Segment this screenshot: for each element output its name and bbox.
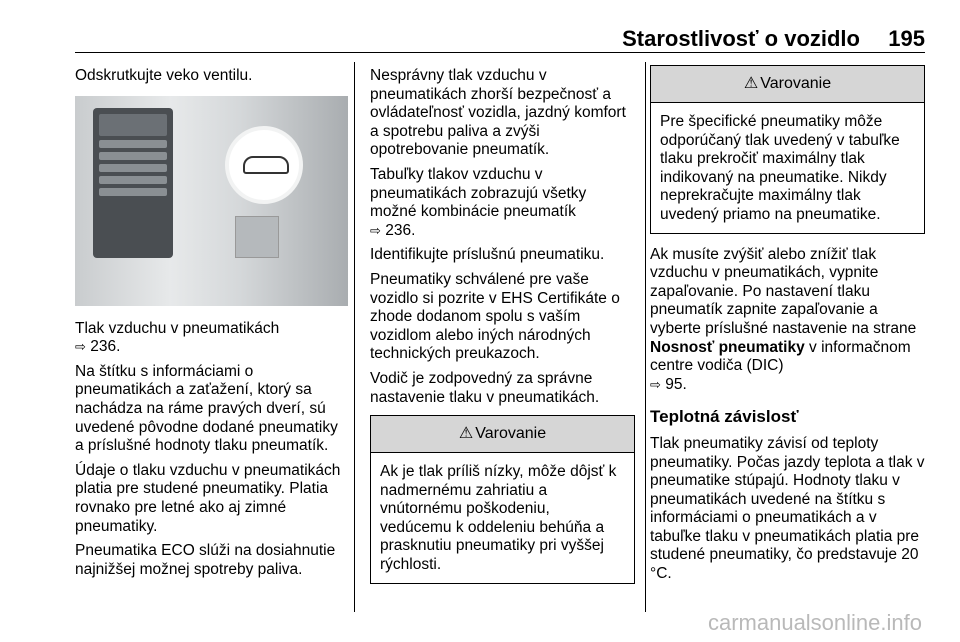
page-reference-link[interactable]: 95.: [665, 375, 687, 393]
column-middle: [370, 67, 635, 592]
page-reference-link[interactable]: 236.: [385, 221, 416, 239]
column-divider: [354, 62, 355, 612]
reference-arrow-icon: ⇨: [650, 376, 661, 392]
warning-text: Pre špecifické pneumatiky môže odporúčaný tlak uvedený v tabuľke tlaku prekročiť maximálny tlak indikovaný na pneumatike. Nikdy neprekračujte maximálny tlak uvedený priamo na pneumatike.: [660, 113, 900, 223]
paragraph-intro: Odskrutkujte veko ventilu.: [75, 67, 253, 84]
watermark: carmanualsonline.info: [707, 610, 922, 635]
column-right: [650, 67, 925, 590]
reference-arrow-icon: ⇨: [75, 339, 86, 355]
warning-text: Ak je tlak príliš nízky, môže dôjsť k nadmernému zahriatiu a vnútornému poškodeniu, vedúcemu k oddeleniu behúňa a prasknutiu pneumatiky pri vyššej rýchlosti.: [380, 463, 617, 574]
page-reference-link[interactable]: 236.: [90, 338, 121, 356]
reference-arrow-icon: ⇨: [370, 222, 381, 238]
warning-box: [650, 65, 925, 234]
figure-caption: Tlak vzduchu v pneumatikách ⇨ 236.: [75, 319, 280, 356]
warning-header: ⚠ Varovanie: [651, 66, 924, 103]
paragraph: Ak musíte zvýšiť alebo znížiť tlak vzduchu v pneumatikách, vypnite zapaľovanie. Po nastavení tlaku pneumatík zapnite zapaľovanie a vyberte príslušné nastavenie na strane Nosnosť pneumatiky v informačnom centre vodiča (DIC) ⇨ 95.: [650, 245, 917, 393]
column-left: [75, 67, 350, 585]
menu-item-reference: Nosnosť pneumatiky: [650, 338, 805, 356]
paragraph: Tlak pneumatiky závisí od teploty pneumatiky. Počas jazdy teplota a tlak v pneumatike stúpajú. Hodnoty tlaku v pneumatikách uvedené na štítku s informáciami o pneumatikách a v tabuľke tlaku v pneumatikách platia pre studené pneumatiky, čo predstavuje 20 °C.: [650, 434, 925, 583]
warning-header: ⚠ Varovanie: [371, 416, 634, 453]
paragraph: Vodič je zodpovedný za správne nastavenie tlaku v pneumatikách.: [370, 369, 600, 406]
paragraph: Pneumatiky schválené pre vaše vozidlo si pozrite v EHS Certifikáte o zhode dodanom spolu s vaším vozidlom alebo iných národných technických preukazoch.: [370, 270, 620, 363]
paragraph: Nesprávny tlak vzduchu v pneumatikách zhorší bezpečnosť a ovládateľnosť vozidla, jazdný komfort a spotrebu paliva a zvýši opotrebovanie pneumatík.: [370, 67, 626, 159]
column-divider: [645, 62, 646, 612]
warning-triangle-icon: ⚠: [458, 425, 474, 443]
paragraph: Identifikujte príslušnú pneumatiku.: [370, 246, 605, 264]
tire-pressure-label-photo: [75, 96, 348, 306]
page-header: [75, 22, 925, 53]
warning-box: [370, 415, 635, 584]
warning-triangle-icon: ⚠: [743, 75, 759, 92]
section-heading: Teplotná závislosť: [650, 407, 799, 427]
paragraph: Tabuľky tlakov vzduchu v pneumatikách zobrazujú všetky možné kombinácie pneumatík ⇨ 236.: [370, 165, 587, 239]
door-striker: [235, 216, 279, 258]
page-number: 195: [888, 26, 925, 51]
paragraph: Pneumatika ECO slúži na dosiahnutie najnižšej možnej spotreby paliva.: [75, 542, 336, 578]
zoom-car-icon: [225, 126, 303, 204]
paragraph: Údaje o tlaku vzduchu v pneumatikách platia pre studené pneumatiky. Platia rovnako pre letné ako aj zimné pneumatiky.: [75, 461, 341, 535]
page-title: Starostlivosť o vozidlo: [622, 26, 860, 51]
paragraph: Na štítku s informáciami o pneumatikách a zaťažení, ktorý sa nachádza na ráme pravých dverí, sú uvedené pôvodne dodané pneumatiky a príslušné hodnoty tlaku pneumatík.: [75, 362, 338, 455]
tire-info-label-sticker: [93, 108, 173, 258]
